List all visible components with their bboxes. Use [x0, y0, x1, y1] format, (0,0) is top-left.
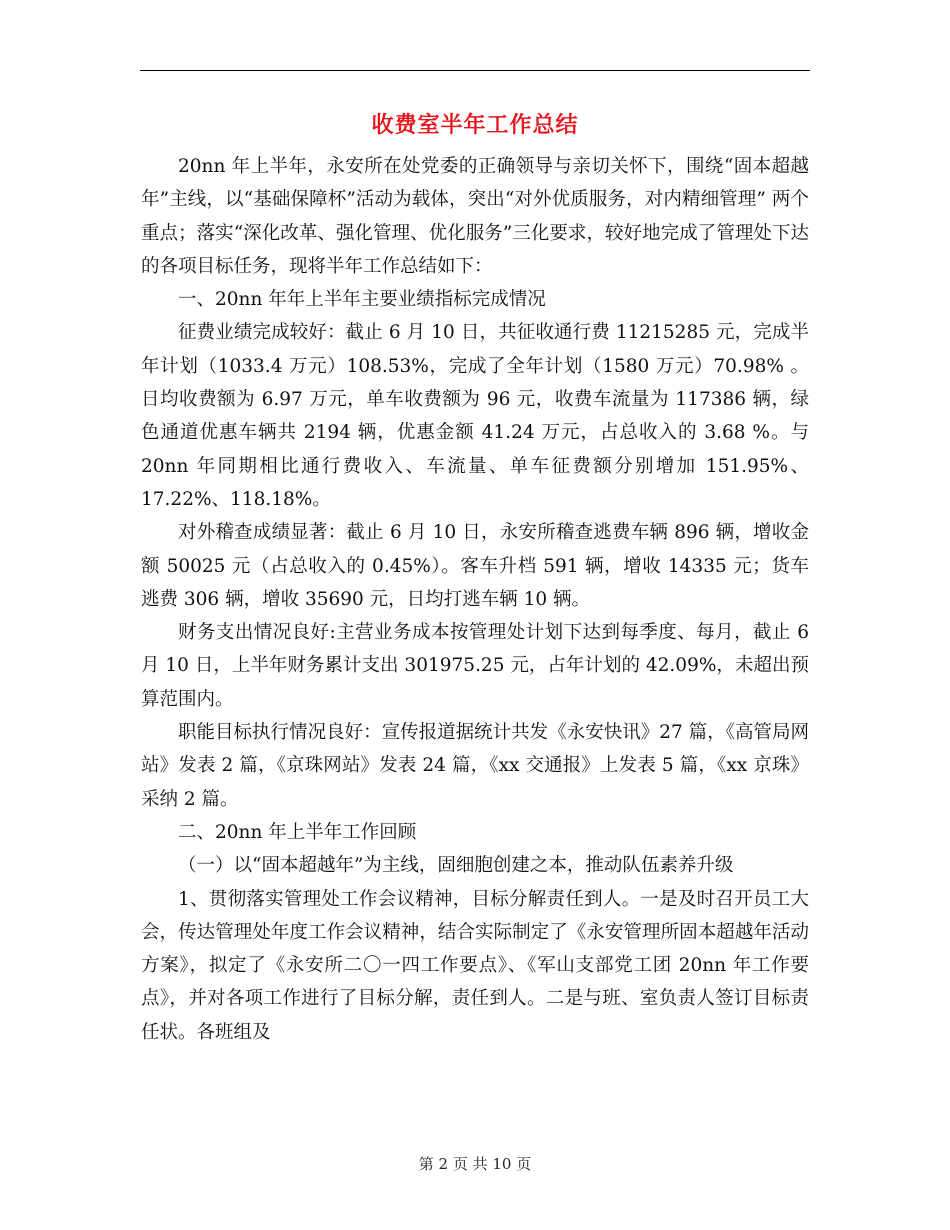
- paragraph-finance: 财务支出情况良好:主营业务成本按管理处计划下达到每季度、每月，截止 6 月 10 日，上半年财务累计支出 301975.25 元，占年计划的 42.09%，未超出预算范围内。: [141, 622, 809, 710]
- page-indicator: 第 2 页 共 10 页: [418, 1155, 532, 1173]
- section-heading-2: 二、20nn 年上半年工作回顾: [178, 821, 417, 843]
- document-body: [141, 150, 809, 1049]
- document-title: 收费室半年工作总结: [371, 112, 579, 138]
- section-heading-1: 一、20nn 年年上半年主要业绩指标完成情况: [178, 289, 546, 311]
- subsection-heading-1: （一）以“固本超越年”为主线，固细胞创建之本，推动队伍素养升级: [178, 855, 734, 877]
- paragraph-intro: 20nn 年上半年，永安所在处党委的正确领导与亲切关怀下，围绕“固本超越年”主线，以“基础保障杯”活动为载体，突出“对外优质服务，对内精细管理” 两个重点；落实“深化改革、强化管理、优化服务”三化要求，较好地完成了管理处下达的各项目标任务，现将半年工作总结如下：: [141, 156, 809, 277]
- paragraph-functional-goals: 职能目标执行情况良好：宣传报道据统计共发《永安快讯》27 篇，《高管局网站》发表 2 篇，《京珠网站》发表 24 篇，《xx 交通报》上发表 5 篇，《xx 京珠》采纳 2 篇。: [141, 722, 809, 810]
- header-rule: [140, 70, 810, 71]
- paragraph-toll-performance: 征费业绩完成较好：截止 6 月 10 日，共征收通行费 11215285 元，完成半年计划（1033.4 万元）108.53%，完成了全年计划（1580 万元）70.98% 。日均收费额为 6.97 万元，单车收费额为 96 元，收费车流量为 117386 辆，绿色通道优惠车辆共 2194 辆，优惠金额 41.24 万元，占总收入的 3.68 %。与 20nn 年同期相比通行费收入、车流量、单车征费额分别增加 151.95%、17.22%、118.18%。: [141, 322, 809, 510]
- paragraph-inspection: 对外稽查成绩显著：截止 6 月 10 日，永安所稽查逃费车辆 896 辆，增收金额 50025 元（占总收入的 0.45%）。客车升档 591 辆，增收 14335 元；货车逃费 306 辆，增收 35690 元，日均打逃车辆 10 辆。: [141, 522, 809, 610]
- paragraph-implementation: 1、贯彻落实管理处工作会议精神，目标分解责任到人。一是及时召开员工大会，传达管理处年度工作会议精神，结合实际制定了《永安管理所固本超越年活动方案》，拟定了《永安所二〇一四工作要点》、《军山支部党工团 20nn 年工作要点》，并对各项工作进行了目标分解，责任到人。二是与班、室负责人签订目标责任状。各班组及: [141, 888, 809, 1043]
